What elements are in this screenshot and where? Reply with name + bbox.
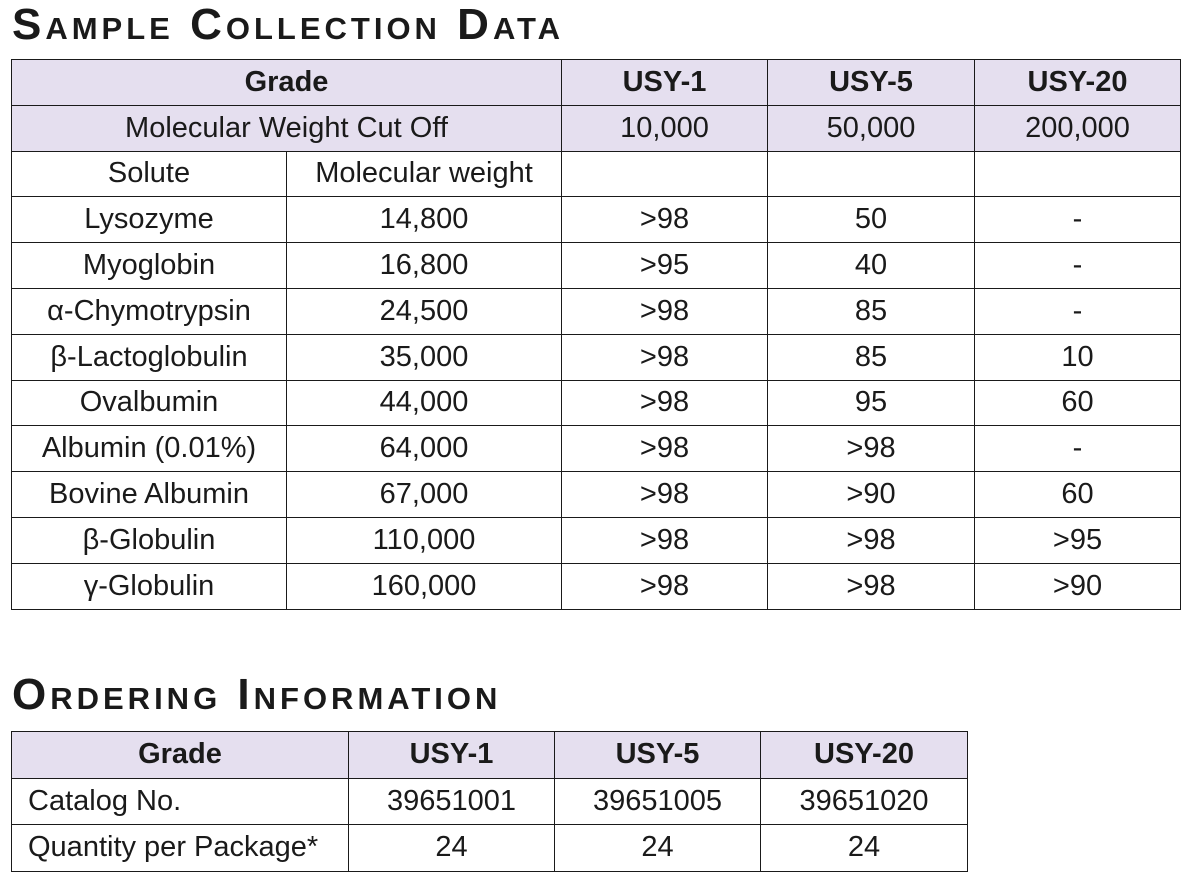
molecular-weight: 35,000 <box>287 334 562 380</box>
grade-usy-1: USY-1 <box>349 732 555 779</box>
quantity-usy-1: 24 <box>349 825 555 872</box>
table-row <box>12 563 1181 609</box>
column-header-row <box>12 151 1181 197</box>
molecular-weight: 64,000 <box>287 426 562 472</box>
table-row <box>12 825 968 872</box>
mwco-label: Molecular Weight Cut Off <box>12 105 562 151</box>
retention-usy-20: - <box>975 288 1181 334</box>
retention-usy-20: >95 <box>975 517 1181 563</box>
retention-usy-20: - <box>975 243 1181 289</box>
ordering-header-row <box>12 732 968 779</box>
retention-usy-1: >98 <box>562 197 768 243</box>
molecular-weight: 14,800 <box>287 197 562 243</box>
table-row <box>12 243 1181 289</box>
retention-usy-1: >98 <box>562 334 768 380</box>
table-row <box>12 426 1181 472</box>
retention-usy-5: >98 <box>768 426 975 472</box>
grade-usy-5: USY-5 <box>768 60 975 106</box>
molecular-weight: 44,000 <box>287 380 562 426</box>
solute-name: Ovalbumin <box>12 380 287 426</box>
grade-label: Grade <box>12 60 562 106</box>
molecular-weight: 16,800 <box>287 243 562 289</box>
catalog-number-label: Catalog No. <box>12 778 349 825</box>
grade-header-row <box>12 60 1181 106</box>
table-row <box>12 288 1181 334</box>
retention-usy-5: 85 <box>768 288 975 334</box>
retention-usy-5: 40 <box>768 243 975 289</box>
grade-usy-20: USY-20 <box>975 60 1181 106</box>
sample-collection-title: Sample Collection Data <box>12 0 565 49</box>
retention-usy-5: >98 <box>768 563 975 609</box>
solute-name: Albumin (0.01%) <box>12 426 287 472</box>
solute-name: Lysozyme <box>12 197 287 243</box>
mwco-row <box>12 105 1181 151</box>
solute-name: α-Chymotrypsin <box>12 288 287 334</box>
retention-usy-5: 95 <box>768 380 975 426</box>
quantity-usy-5: 24 <box>555 825 761 872</box>
empty-cell <box>562 151 768 197</box>
retention-usy-5: 85 <box>768 334 975 380</box>
solute-name: γ-Globulin <box>12 563 287 609</box>
table-row <box>12 380 1181 426</box>
solute-header: Solute <box>12 151 287 197</box>
molecular-weight: 110,000 <box>287 517 562 563</box>
solute-name: Bovine Albumin <box>12 472 287 518</box>
retention-usy-5: >98 <box>768 517 975 563</box>
table-row <box>12 334 1181 380</box>
table-row <box>12 778 968 825</box>
catalog-usy-20: 39651020 <box>761 778 968 825</box>
empty-cell <box>975 151 1181 197</box>
grade-label: Grade <box>12 732 349 779</box>
retention-usy-5: >90 <box>768 472 975 518</box>
grade-usy-1: USY-1 <box>562 60 768 106</box>
sample-collection-table <box>11 59 1181 610</box>
mwco-usy-1: 10,000 <box>562 105 768 151</box>
solute-name: Myoglobin <box>12 243 287 289</box>
retention-usy-1: >98 <box>562 517 768 563</box>
quantity-label: Quantity per Package* <box>12 825 349 872</box>
molecular-weight: 67,000 <box>287 472 562 518</box>
solute-name: β-Globulin <box>12 517 287 563</box>
retention-usy-20: >90 <box>975 563 1181 609</box>
ordering-information-title: Ordering Information <box>12 670 502 719</box>
ordering-information-table <box>11 731 968 872</box>
retention-usy-5: 50 <box>768 197 975 243</box>
table-row <box>12 517 1181 563</box>
catalog-usy-5: 39651005 <box>555 778 761 825</box>
retention-usy-1: >98 <box>562 288 768 334</box>
empty-cell <box>768 151 975 197</box>
retention-usy-20: 60 <box>975 380 1181 426</box>
retention-usy-20: 60 <box>975 472 1181 518</box>
retention-usy-1: >98 <box>562 380 768 426</box>
mw-header: Molecular weight <box>287 151 562 197</box>
retention-usy-20: 10 <box>975 334 1181 380</box>
retention-usy-1: >95 <box>562 243 768 289</box>
quantity-usy-20: 24 <box>761 825 968 872</box>
retention-usy-1: >98 <box>562 426 768 472</box>
retention-usy-20: - <box>975 426 1181 472</box>
catalog-usy-1: 39651001 <box>349 778 555 825</box>
retention-usy-1: >98 <box>562 563 768 609</box>
mwco-usy-20: 200,000 <box>975 105 1181 151</box>
molecular-weight: 160,000 <box>287 563 562 609</box>
table-row <box>12 197 1181 243</box>
retention-usy-20: - <box>975 197 1181 243</box>
solute-name: β-Lactoglobulin <box>12 334 287 380</box>
molecular-weight: 24,500 <box>287 288 562 334</box>
table-row <box>12 472 1181 518</box>
retention-usy-1: >98 <box>562 472 768 518</box>
mwco-usy-5: 50,000 <box>768 105 975 151</box>
grade-usy-20: USY-20 <box>761 732 968 779</box>
grade-usy-5: USY-5 <box>555 732 761 779</box>
